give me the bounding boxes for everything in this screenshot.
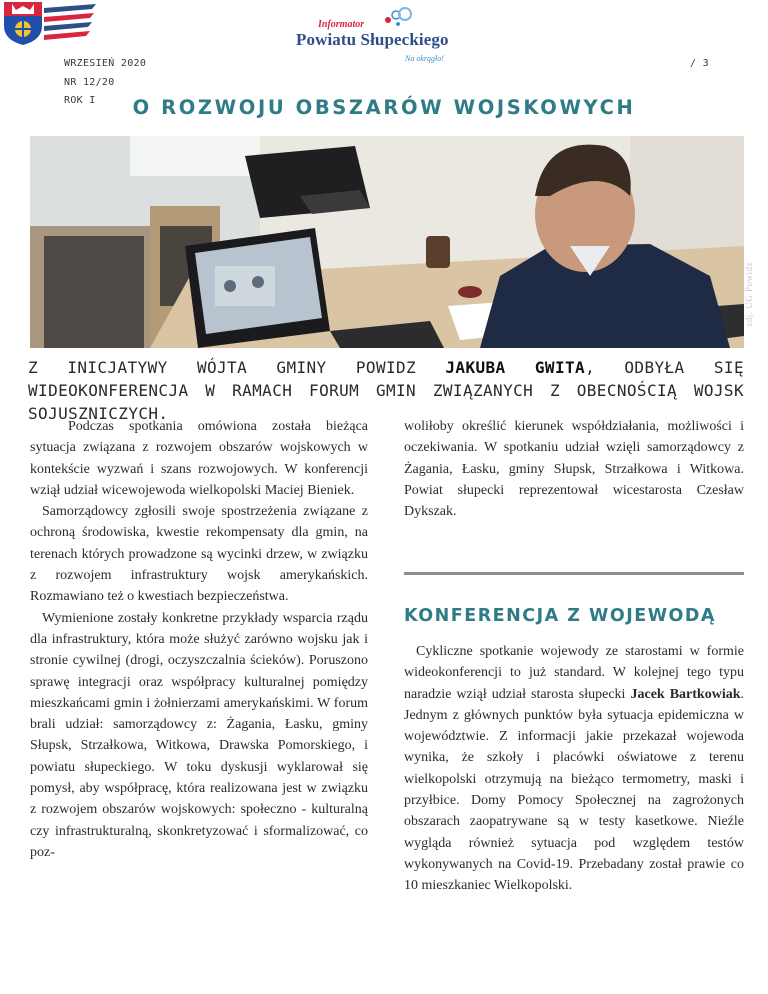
article-photo: [30, 136, 744, 348]
section-text-end: . Jednym z głównych punktów była sytuacja epidemiczna w województwie. Z informacji jakie przekazał wojewoda wynika, że szkoły i placówki oświatowe z terenu wielkopolski otrzymują na bieżąco termometry, maski i przyłbice. Domy Pomocy Społecznej na zagrożonych obszarach zaopatrywane są w testy kasetkowe. Nieźle wygląda również sytuacja pod względem testów wykonywanych na Covid-19. Przebadany został prawie co 10 mieszkaniec Wielkopolski.: [404, 686, 745, 894]
article-lead: [28, 356, 744, 425]
photo-credit: zdj. UG Powidz: [744, 262, 754, 327]
lead-text: Z INICJATYWY WÓJTA GMINY POWIDZ: [28, 358, 446, 377]
paragraph: Samorządowcy zgłosili swoje spostrzeżenia związane z ochroną środowiska, kwestie rekompensaty dla gmin, na terenach których prowadzone są wycinki drzew, w związku z rozwojem infrastruktury wojsk amerykańskich. Rozmawiano też o kwestiach bezpieczeństwa.: [30, 504, 368, 605]
section-body: [404, 641, 744, 897]
bubbles-logo-icon: [380, 6, 416, 28]
article-body-left-column: [30, 416, 368, 863]
section-title: KONFERENCJA Z WOJEWODĄ: [404, 606, 716, 626]
article-title: O ROZWOJU OBSZARÓW WOJSKOWYCH: [132, 96, 636, 119]
issue-year: ROK I: [64, 95, 96, 106]
section-text: Cykliczne spotkanie wojewody ze starostami w formie wideokonferencji to już standard. W kolejnej tego typu naradzie wziął udział starosta słupecki: [404, 644, 744, 702]
brand-title: Powiatu Słupeckiego: [296, 30, 449, 49]
section-name-bold: Jacek Bartkowiak: [630, 686, 741, 702]
page-number: / 3: [690, 58, 709, 69]
coat-of-arms-logo: [0, 0, 46, 46]
article-body-right-column: [404, 416, 744, 522]
paragraph: [404, 641, 744, 897]
brand-small-text: Informator: [318, 19, 365, 30]
brand-tagline: Na okrągło!: [405, 54, 444, 63]
lead-text-end: , ODBYŁA SIĘ WIDEOKONFERENCJA W RAMACH FORUM GMIN ZWIĄZANYCH Z OBECNOŚCIĄ WOJSK SOJUSZNICZYCH.: [28, 358, 744, 423]
paragraph: Wymienione zostały konkretne przykłady wsparcia rządu dla infrastruktury, która może służyć zarówno wojsku jak i stronie cywilnej (drogi, oczyszczalnia ścieków). Poruszono sprawę integracji oraz współpracy kulturalnej pomiędzy mieszkańcami gmin i żołnierzami amerykańskimi. W forum brali udział: samorządowcy z: Żagania, Łasku, gminy Słupsk, Strzałkowa, Witkowa, Drawska Pomorskiego, i powiatu słupeckiego. W toku dyskusji wyklarował się pomysł, aby współpracę, która realizowana jest w związku z rozwojem obszarów wojskowych: społeczno - kulturalną czy infrastrukturalną, skonkretyzować i sformalizować, co poz-: [30, 610, 368, 860]
paragraph-continuation: woliłoby określić kierunek współdziałania, możliwości i oczekiwania. W spotkaniu udział wzięli samorządowcy z Żagania, Łasku, gminy Słupsk, Strzałkowa i Witkowa. Powiat słupecki reprezentował wicestarosta Czesław Dykszak.: [404, 419, 744, 520]
paragraph: Podczas spotkania omówiona została bieżąca sytuacja związana z rozwojem obszarów wojskowych w kontekście wyzwań i szans rozwojowych. W konferencji wziął udział wicewojewoda wielkopolski Maciej Bieniek.: [30, 419, 368, 498]
lead-name-bold: JAKUBA GWITA: [445, 358, 586, 377]
issue-number: NR 12/20: [64, 77, 115, 88]
flag-stripes-logo: [44, 4, 96, 44]
issue-date: WRZESIEŃ 2020: [64, 58, 147, 69]
section-divider: [404, 572, 744, 575]
